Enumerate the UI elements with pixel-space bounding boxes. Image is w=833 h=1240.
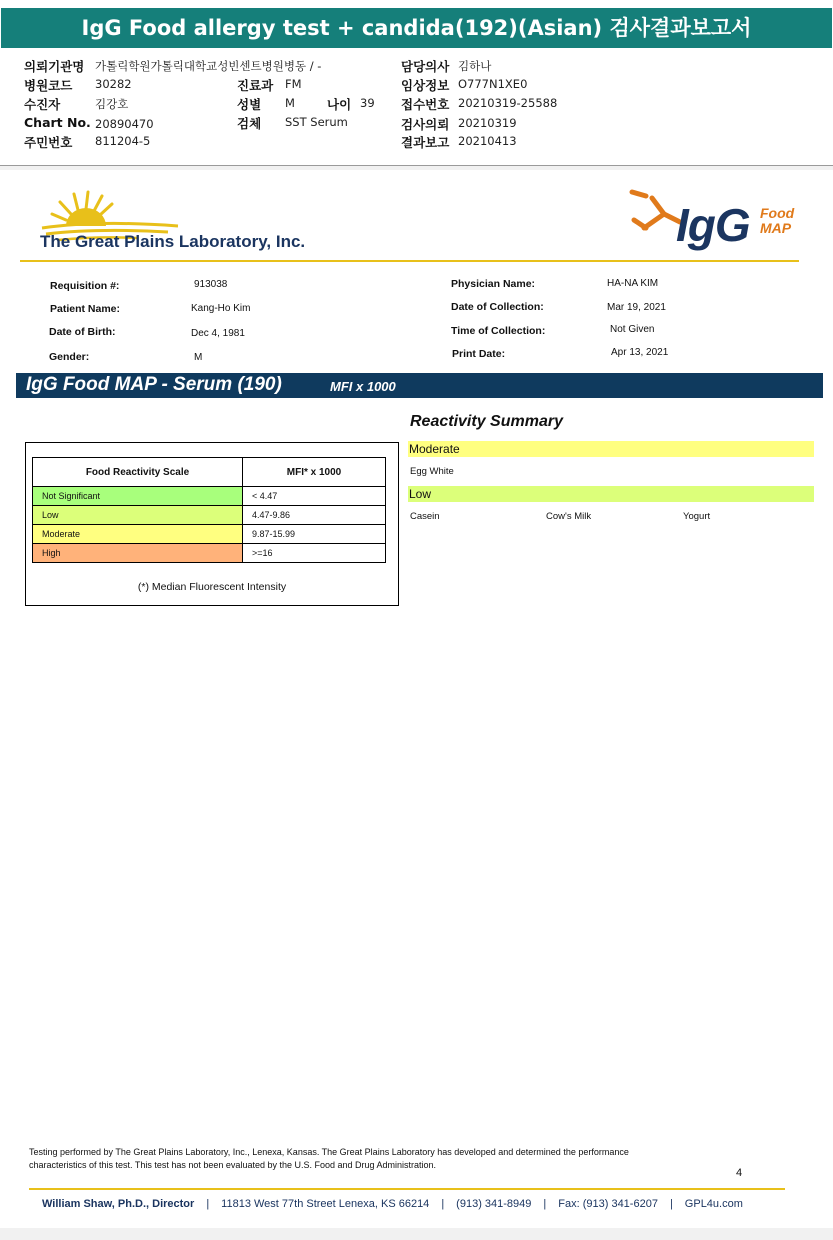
section-title: IgG Food MAP - Serum (190) xyxy=(26,374,282,395)
igg-logo-map: MAP xyxy=(760,220,792,236)
sex-value: M xyxy=(285,96,295,110)
request-date-value: 20210319 xyxy=(458,116,517,130)
report-date-label: 결과보고 xyxy=(401,135,450,150)
resident-no-value: 811204-5 xyxy=(95,134,151,148)
scale-col-mfi: MFI* x 1000 xyxy=(243,458,386,487)
dob-value: Dec 4, 1981 xyxy=(191,328,245,339)
scale-category: Low xyxy=(33,506,243,525)
scale-row xyxy=(33,525,386,544)
igg-logo-food: Food xyxy=(760,205,795,221)
moderate-food-item: Egg White xyxy=(410,466,454,477)
receipt-no-label: 접수번호 xyxy=(401,97,450,112)
igg-logo-text: IgG xyxy=(676,199,750,251)
hospital-code-label: 병원코드 xyxy=(24,78,73,93)
clinical-info-value: O777N1XE0 xyxy=(458,77,528,91)
scale-range: 4.47-9.86 xyxy=(243,506,386,525)
collection-date-label: Date of Collection: xyxy=(451,301,544,313)
physician-value: HA-NA KIM xyxy=(607,278,659,289)
scale-row xyxy=(33,544,386,563)
chart-no-value: 20890470 xyxy=(95,117,154,131)
scale-range: 9.87-15.99 xyxy=(243,525,386,544)
lab-fax: Fax: (913) 341-6207 xyxy=(558,1198,658,1210)
collection-date-value: Mar 19, 2021 xyxy=(607,302,666,313)
disclaimer-line: Testing performed by The Great Plains Laboratory, Inc., Lenexa, Kansas. The Great Plains Laboratory has developed and determined the performance xyxy=(29,1147,629,1157)
specimen-label: 검체 xyxy=(237,116,262,131)
department-label: 진료과 xyxy=(237,78,274,93)
chart-no-label: Chart No. xyxy=(24,115,91,130)
gender-value: M xyxy=(194,352,203,363)
footer-divider xyxy=(29,1188,785,1190)
print-date-label: Print Date: xyxy=(452,348,506,360)
department-value: FM xyxy=(285,77,302,91)
request-date-label: 검사의뢰 xyxy=(401,117,450,132)
doctor-label: 담당의사 xyxy=(401,59,450,74)
patient-name-label: Patient Name: xyxy=(50,303,121,315)
page-number: 4 xyxy=(736,1167,743,1179)
scale-category: Not Significant xyxy=(33,487,243,506)
lab-website: GPL4u.com xyxy=(684,1198,743,1210)
dob-label: Date of Birth: xyxy=(49,326,116,338)
scale-range: < 4.47 xyxy=(243,487,386,506)
report-title: IgG Food allergy test + candida(192)(Asian) 검사결과보고서 xyxy=(1,8,832,48)
reactivity-scale-table xyxy=(32,457,386,563)
director-name: William Shaw, Ph.D., Director xyxy=(42,1198,195,1210)
low-food-item: Casein xyxy=(410,511,440,522)
scale-header-row xyxy=(33,458,386,487)
scale-col-category: Food Reactivity Scale xyxy=(33,458,243,487)
scale-row xyxy=(33,506,386,525)
print-date-value: Apr 13, 2021 xyxy=(611,347,669,358)
logo-divider xyxy=(20,260,799,262)
scale-category: High xyxy=(33,544,243,563)
igg-logo-subtext xyxy=(760,206,794,236)
ward-value: - xyxy=(317,59,322,73)
patient-value: 김강호 xyxy=(95,97,129,111)
specimen-value: SST Serum xyxy=(285,115,348,129)
hospital-code-value: 30282 xyxy=(95,77,132,91)
gender-label: Gender: xyxy=(49,351,90,363)
physician-label: Physician Name: xyxy=(451,278,536,290)
disclaimer-line: characteristics of this test. This test has not been evaluated by the U.S. Food and Drug Administration. xyxy=(29,1160,437,1170)
low-food-item: Yogurt xyxy=(683,511,711,522)
doctor-value: 김하나 xyxy=(458,59,492,73)
reactivity-summary-title: Reactivity Summary xyxy=(410,413,563,430)
institution-value: 가톨릭학원가톨릭대학교성빈센트병원병동 / - xyxy=(95,59,322,73)
sex-label: 성별 xyxy=(237,97,262,112)
resident-no-label: 주민번호 xyxy=(24,135,73,150)
patient-name-value: Kang-Ho Kim xyxy=(191,303,251,314)
low-band: Low xyxy=(408,486,814,502)
scale-row xyxy=(33,487,386,506)
lab-name: The Great Plains Laboratory, Inc. xyxy=(40,232,306,251)
receipt-no-value: 20210319-25588 xyxy=(458,96,558,110)
collection-time-value: Not Given xyxy=(610,324,655,335)
scale-category: Moderate xyxy=(33,525,243,544)
report-date-value: 20210413 xyxy=(458,134,517,148)
scale-footnote: (*) Median Fluorescent Intensity xyxy=(137,581,287,593)
age-label: 나이 xyxy=(327,97,352,112)
lab-phone: (913) 341-8949 xyxy=(456,1198,532,1210)
disclaimer xyxy=(29,1146,729,1172)
reactivity-scale-box xyxy=(25,442,399,606)
lab-address: 11813 West 77th Street Lenexa, KS 66214 xyxy=(221,1198,430,1210)
ward-label: 병동 xyxy=(283,59,307,73)
patient-label: 수진자 xyxy=(24,97,61,112)
section-subtitle: MFI x 1000 xyxy=(330,379,396,394)
age-value: 39 xyxy=(360,96,375,110)
requisition-label: Requisition #: xyxy=(50,280,120,292)
moderate-band: Moderate xyxy=(408,441,814,457)
low-food-item: Cow's Milk xyxy=(546,511,592,522)
section-header xyxy=(16,373,823,398)
report-page xyxy=(0,170,833,1228)
report-header xyxy=(0,0,833,166)
scale-range: >=16 xyxy=(243,544,386,563)
clinical-info-label: 임상정보 xyxy=(401,78,450,93)
requisition-value: 913038 xyxy=(194,279,228,290)
collection-time-label: Time of Collection: xyxy=(451,325,546,337)
institution-label: 의뢰기관명 xyxy=(24,59,85,74)
footer-contact: William Shaw, Ph.D., Director | 11813 West 77th Street Lenexa, KS 66214 | (913) 341-8949 | Fax: (913) 341-6207 | GPL4u.com xyxy=(42,1198,743,1210)
